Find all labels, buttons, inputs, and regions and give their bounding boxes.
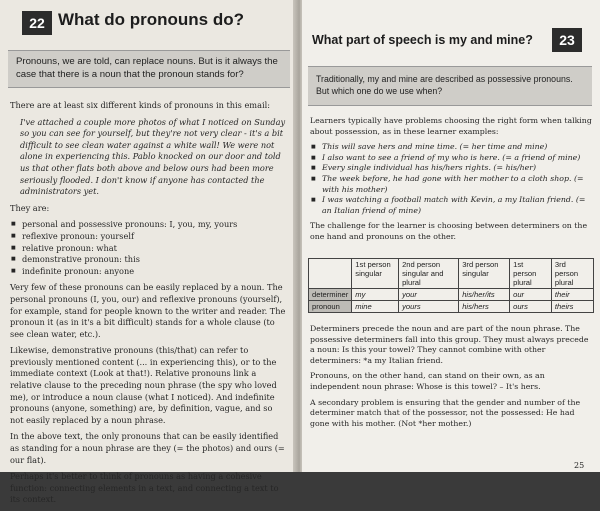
table-cell: theirs [551, 301, 593, 313]
table-cell: 1st person plural [510, 259, 552, 289]
list-item: ■ indefinite pronoun: anyone [22, 266, 288, 278]
paragraph: They are: [10, 202, 50, 213]
learner-examples [310, 142, 592, 216]
email-quote: I've attached a couple more photos of what I noticed on Sunday so you can see for yourself, but they're not very clear - it's a bit difficult to see clean water against a white wall! We were not alone in experiencing this. Pablo knocked on our door and told us that other flats both above and below ours had been more seriously flooded. I don't know if anyone has contacted the administrators yet. [20, 116, 286, 197]
table-cell: 2nd person singular and plural [399, 259, 459, 289]
paragraph: In the above text, the only pronouns that can be easily identified as standing for a noun phrase are they (= the photos) and ours (= our flat). [10, 431, 285, 465]
paragraph: A secondary problem is ensuring that the gender and number of the determiner match that of the possessor, not the possessed: He had gone with his mother. (Not *her mother.) [310, 397, 581, 428]
list-item: ■ I also want to see a friend of my who is here. (= a friend of mine) [322, 153, 592, 164]
list-item: ■ demonstrative pronoun: this [22, 254, 288, 266]
body-text-right-top [310, 116, 592, 248]
body-text-left [10, 100, 288, 511]
pronoun-type-list [10, 219, 288, 277]
list-item: ■ I was watching a football match with Kevin, a my Italian friend. (= an Italian friend of mine) [322, 195, 592, 216]
table-cell: my [352, 289, 399, 301]
body-text-right-bottom [310, 324, 592, 434]
table-cell: their [551, 289, 593, 301]
paragraph: Determiners precede the noun and are part of the noun phrase. The possessive determiners fall into this group. They must always precede a noun: Is this your towel? They cannot combine with other determiners: *a my Italian friend. [310, 324, 589, 365]
paragraph: Learners typically have problems choosing the right form when talking about possession, as in these learner examples: [310, 116, 592, 136]
table-cell: ours [510, 301, 552, 313]
paragraph: Perhaps it's better to think of pronouns as having a cohesive function: connecting elements in a text, and connecting a text to its context. [10, 471, 279, 505]
chapter-number: 23 [552, 28, 582, 52]
right-page [302, 0, 600, 472]
table-row [309, 259, 594, 289]
list-item: ■ reflexive pronoun: yourself [22, 231, 288, 243]
paragraph: There are at least six different kinds of pronouns in this email: [10, 100, 270, 110]
list-item: ■ personal and possessive pronouns: I, you, my, yours [22, 219, 288, 231]
intro-box: Traditionally, my and mine are described as possessive pronouns. But which one do we use when? [308, 66, 592, 106]
table-cell: mine [352, 301, 399, 313]
chapter-number: 22 [22, 11, 52, 35]
table-row [309, 289, 594, 301]
paragraph: The challenge for the learner is choosing between determiners on the one hand and pronouns on the other. [310, 221, 588, 241]
page-number: 25 [574, 461, 585, 470]
table-cell: 3rd person plural [551, 259, 593, 289]
possessive-table [308, 258, 594, 313]
table-cell: your [399, 289, 459, 301]
table-cell: 1st person singular [352, 259, 399, 289]
table-row [309, 301, 594, 313]
paragraph: Pronouns, on the other hand, can stand on their own, as an independent noun phrase: Whose is this towel? – It's hers. [310, 371, 545, 391]
left-page [0, 0, 298, 505]
table-cell [309, 259, 352, 289]
intro-box: Pronouns, we are told, can replace nouns. But is it always the case that there is a noun that the pronoun stands for? [8, 50, 290, 88]
list-item: ■ The week before, he had gone with her mother to a cloth shop. (= with his mother) [322, 174, 592, 195]
list-item: ■ Every single individual has his/hers rights. (= his/her) [322, 163, 592, 174]
chapter-title: What part of speech is my and mine? [312, 33, 533, 47]
table-cell: his/her/its [459, 289, 510, 301]
paragraph: Likewise, demonstrative pronouns (this/that) can refer to previously mentioned content (... in experiencing this), or to the immediate context (Look at that!). Relative pronouns link a relative clause to the preceding noun phrase (the spy who loved me), or introduce a noun clause (what I noticed). And indefinite pronouns (anyone, something) are, by definition, vague, and so not easily replaced by a noun phrase. [10, 345, 277, 425]
chapter-title: What do pronouns do? [58, 10, 245, 29]
table-cell: our [510, 289, 552, 301]
paragraph: Very few of these pronouns can be easily replaced by a noun. The personal pronouns (I, you, our) and reflexive pronouns (yourself), for example, stand for people known to the writer and reader. The pronoun it (as in it's a bit difficult) stands for a whole clause (to see clean water, etc.). [10, 282, 286, 339]
table-cell: 3rd person singular [459, 259, 510, 289]
list-item: ■ relative pronoun: what [22, 243, 288, 255]
table-cell: pronoun [309, 301, 352, 313]
table-cell: determiner [309, 289, 352, 301]
table-cell: his/hers [459, 301, 510, 313]
table-cell: yours [399, 301, 459, 313]
list-item: ■ This will save hers and mine time. (= her time and mine) [322, 142, 592, 153]
